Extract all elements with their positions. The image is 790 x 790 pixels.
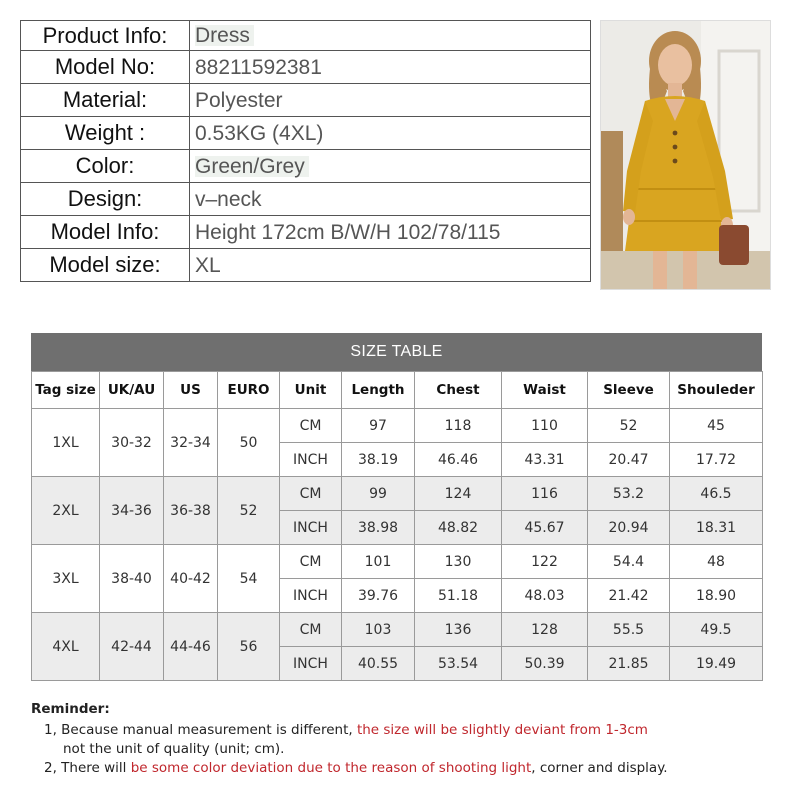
measure-cell: 21.42: [588, 579, 670, 613]
measure-cell: 39.76: [342, 579, 415, 613]
measure-cell: 136: [415, 613, 502, 647]
measure-cell: 53.2: [588, 477, 670, 511]
measure-cell: 128: [502, 613, 588, 647]
info-value-text: Green/Grey: [195, 156, 309, 177]
table-row: [32, 545, 763, 579]
info-row-material: [21, 84, 591, 117]
unit-cell: INCH: [280, 443, 342, 477]
euro-cell: 54: [218, 545, 280, 613]
info-row-weight: [21, 117, 591, 150]
reminder-text: , corner and display.: [531, 760, 668, 776]
info-row-product: [21, 21, 591, 51]
measure-cell: 20.47: [588, 443, 670, 477]
measure-cell: 110: [502, 409, 588, 443]
reminder-line-1: [31, 721, 771, 740]
info-value: 88211592381: [190, 51, 591, 84]
reminder-highlight: be some color deviation due to the reason of shooting light: [130, 760, 532, 776]
table-row: [32, 477, 763, 511]
tag-size-cell: 2XL: [32, 477, 100, 545]
measure-cell: 52: [588, 409, 670, 443]
size-table: [31, 371, 763, 681]
measure-cell: 101: [342, 545, 415, 579]
info-value: Height 172cm B/W/H 102/78/115: [190, 216, 591, 249]
info-row-model-info: [21, 216, 591, 249]
column-header: UK/AU: [100, 372, 164, 409]
us-cell: 36-38: [164, 477, 218, 545]
uk-au-cell: 38-40: [100, 545, 164, 613]
us-cell: 40-42: [164, 545, 218, 613]
info-value-text: Dress: [195, 25, 254, 46]
measure-cell: 124: [415, 477, 502, 511]
measure-cell: 118: [415, 409, 502, 443]
measure-cell: 43.31: [502, 443, 588, 477]
measure-cell: 51.18: [415, 579, 502, 613]
measure-cell: 38.19: [342, 443, 415, 477]
tag-size-cell: 4XL: [32, 613, 100, 681]
column-header: Sleeve: [588, 372, 670, 409]
unit-cell: CM: [280, 477, 342, 511]
reminder-text: 2, There will: [44, 760, 131, 776]
measure-cell: 48: [670, 545, 763, 579]
euro-cell: 56: [218, 613, 280, 681]
us-cell: 44-46: [164, 613, 218, 681]
column-header: Length: [342, 372, 415, 409]
model-illustration: [601, 21, 770, 289]
measure-cell: 130: [415, 545, 502, 579]
info-value: [190, 21, 591, 51]
column-header: Tag size: [32, 372, 100, 409]
unit-cell: INCH: [280, 647, 342, 681]
tag-size-cell: 1XL: [32, 409, 100, 477]
uk-au-cell: 42-44: [100, 613, 164, 681]
column-header: Shouleder: [670, 372, 763, 409]
info-row-model-size: [21, 249, 591, 282]
measure-cell: 49.5: [670, 613, 763, 647]
info-value: XL: [190, 249, 591, 282]
measure-cell: 50.39: [502, 647, 588, 681]
info-key: Design:: [21, 183, 190, 216]
info-row-model-no: [21, 51, 591, 84]
unit-cell: CM: [280, 545, 342, 579]
info-value: v–neck: [190, 183, 591, 216]
info-row-color: [21, 150, 591, 183]
info-key: Model Info:: [21, 216, 190, 249]
measure-cell: 38.98: [342, 511, 415, 545]
unit-cell: INCH: [280, 511, 342, 545]
info-value: Polyester: [190, 84, 591, 117]
measure-cell: 48.03: [502, 579, 588, 613]
euro-cell: 50: [218, 409, 280, 477]
reminder-title: Reminder:: [31, 701, 110, 717]
tag-size-cell: 3XL: [32, 545, 100, 613]
measure-cell: 97: [342, 409, 415, 443]
measure-cell: 45: [670, 409, 763, 443]
measure-cell: 54.4: [588, 545, 670, 579]
column-header: US: [164, 372, 218, 409]
info-value: [190, 150, 591, 183]
table-row: [32, 409, 763, 443]
column-header: Chest: [415, 372, 502, 409]
uk-au-cell: 30-32: [100, 409, 164, 477]
measure-cell: 55.5: [588, 613, 670, 647]
measure-cell: 17.72: [670, 443, 763, 477]
measure-cell: 48.82: [415, 511, 502, 545]
measure-cell: 20.94: [588, 511, 670, 545]
info-key: Weight :: [21, 117, 190, 150]
measure-cell: 46.5: [670, 477, 763, 511]
product-info-table: [20, 20, 591, 282]
unit-cell: CM: [280, 409, 342, 443]
uk-au-cell: 34-36: [100, 477, 164, 545]
info-key: Model No:: [21, 51, 190, 84]
measure-cell: 45.67: [502, 511, 588, 545]
us-cell: 32-34: [164, 409, 218, 477]
unit-cell: CM: [280, 613, 342, 647]
info-key: Color:: [21, 150, 190, 183]
column-header: EURO: [218, 372, 280, 409]
unit-cell: INCH: [280, 579, 342, 613]
measure-cell: 40.55: [342, 647, 415, 681]
size-table-header-row: [32, 372, 763, 409]
measure-cell: 18.90: [670, 579, 763, 613]
measure-cell: 103: [342, 613, 415, 647]
table-row: [32, 613, 763, 647]
info-key: Model size:: [21, 249, 190, 282]
info-key: Material:: [21, 84, 190, 117]
measure-cell: 19.49: [670, 647, 763, 681]
measure-cell: 116: [502, 477, 588, 511]
measure-cell: 21.85: [588, 647, 670, 681]
reminder-line-1-continued: not the unit of quality (unit; cm).: [63, 741, 285, 757]
info-key: Product Info:: [21, 21, 190, 51]
euro-cell: 52: [218, 477, 280, 545]
reminder-highlight: the size will be slightly deviant from 1-3cm: [356, 722, 648, 738]
reminder-line-2: [31, 759, 771, 778]
measure-cell: 99: [342, 477, 415, 511]
measure-cell: 122: [502, 545, 588, 579]
reminder-text: 1, Because manual measurement is different,: [44, 722, 357, 738]
column-header: Unit: [280, 372, 342, 409]
column-header: Waist: [502, 372, 588, 409]
measure-cell: 46.46: [415, 443, 502, 477]
measure-cell: 53.54: [415, 647, 502, 681]
reminder-block: [31, 700, 771, 778]
info-row-design: [21, 183, 591, 216]
info-value: 0.53KG (4XL): [190, 117, 591, 150]
product-photo: [600, 20, 771, 290]
measure-cell: 18.31: [670, 511, 763, 545]
size-table-title: SIZE TABLE: [31, 333, 762, 371]
